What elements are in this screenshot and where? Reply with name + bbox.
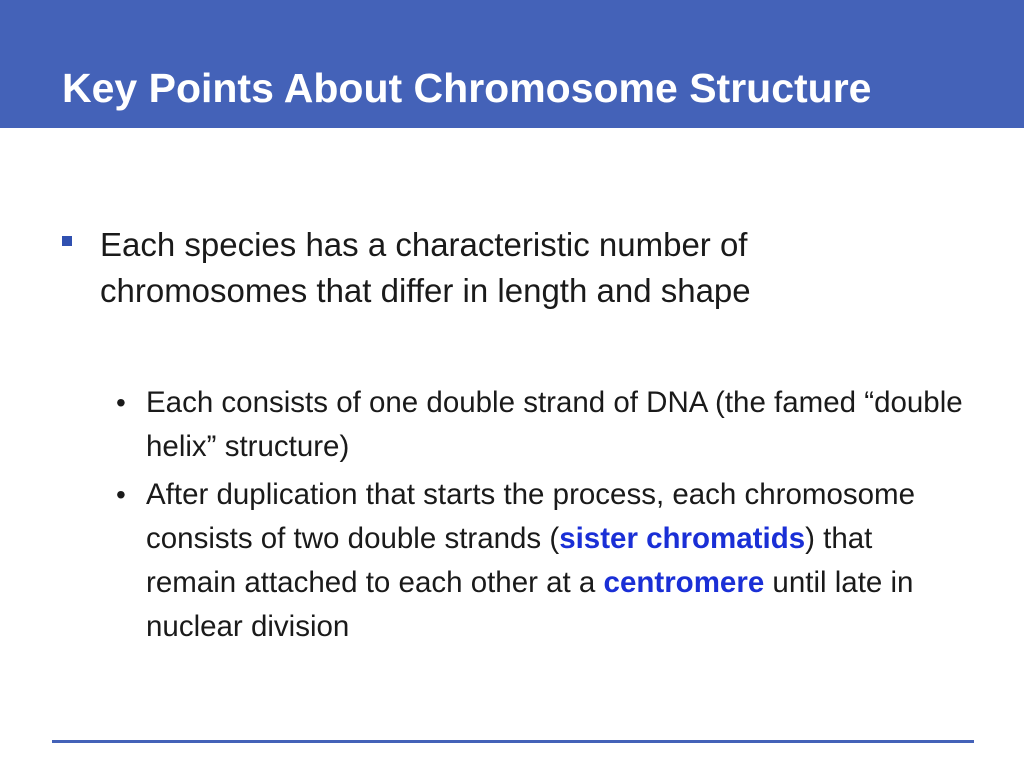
dot-bullet-icon: • xyxy=(116,479,126,510)
text-segment: ) that remain attached to each other at a xyxy=(146,522,873,599)
sub-bullet-list xyxy=(116,381,976,653)
sub-bullet xyxy=(116,473,976,649)
sub-bullet xyxy=(116,381,976,469)
square-bullet-icon xyxy=(62,236,72,246)
bullet-text: Each species has a characteristic number of chromosomes that differ in length and shape xyxy=(100,226,751,309)
key-term-sister-chromatids: sister chromatids xyxy=(559,522,806,555)
slide-title: Key Points About Chromosome Structure xyxy=(62,65,872,111)
text-segment: until late in nuclear division xyxy=(146,566,914,643)
sub-bullet-text xyxy=(146,473,966,649)
dot-bullet-icon: • xyxy=(116,387,126,418)
key-term-centromere: centromere xyxy=(603,566,765,599)
bullet-level-1 xyxy=(62,222,962,314)
title-bar xyxy=(0,0,1024,128)
sub-bullet-text: Each consists of one double strand of DNA (the famed “double helix” structure) xyxy=(146,386,963,463)
footer-divider xyxy=(52,740,974,743)
text-segment: After duplication that starts the process, each chromosome consists of two double strands ( xyxy=(146,478,916,555)
